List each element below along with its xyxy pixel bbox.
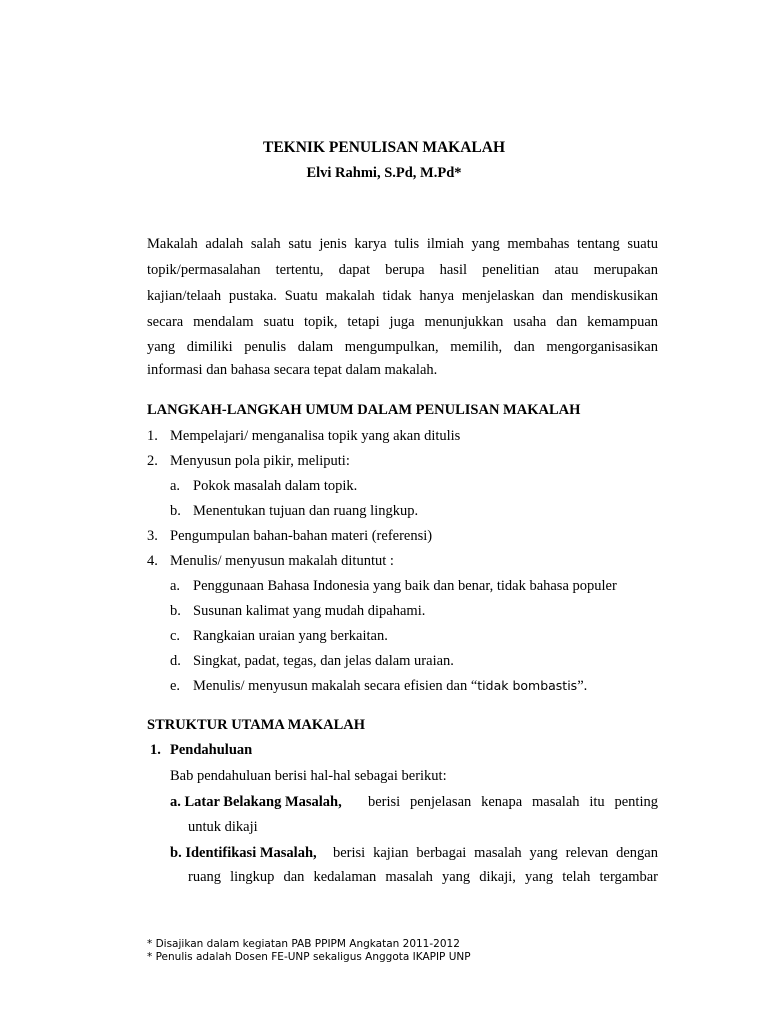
list-item: Singkat, padat, tegas, dan jelas dalam uraian. (193, 653, 454, 669)
point-b-label: b. Identifikasi Masalah, (170, 845, 317, 861)
footnote-2: * Penulis adalah Dosen FE-UNP sekaligus Anggota IKAPIP UNP (147, 951, 471, 963)
list-item: Menulis/ menyusun makalah dituntut : (170, 553, 394, 569)
list-letter: c. (170, 628, 181, 644)
list-letter: a. (170, 578, 181, 594)
list-item: Pokok masalah dalam topik. (193, 478, 358, 494)
list-item: Menyusun pola pikir, meliputi: (170, 453, 350, 469)
intro-line-6: informasi dan bahasa secara tepat dalam makalah. (147, 362, 438, 378)
footnote-1: * Disajikan dalam kegiatan PAB PPIPM Angkatan 2011-2012 (147, 938, 460, 950)
list-item: Menentukan tujuan dan ruang lingkup. (193, 503, 419, 519)
list-letter: b. (170, 603, 181, 619)
subsection-heading: Pendahuluan (170, 742, 253, 758)
list-item: Susunan kalimat yang mudah dipahami. (193, 603, 426, 619)
list-number: 4. (147, 553, 158, 569)
list-letter: e. (170, 678, 181, 694)
point-a-text: berisi penjelasan kenapa masalah itu penting (368, 794, 658, 810)
list-number: 1. (147, 428, 158, 444)
intro-line-5: yang dimiliki penulis dalam mengumpulkan, memilih, dan mengorganisasikan (147, 339, 658, 355)
subsection-intro: Bab pendahuluan berisi hal-hal sebagai berikut: (170, 768, 447, 784)
intro-line-1: Makalah adalah salah satu jenis karya tulis ilmiah yang membahas tentang suatu (147, 236, 658, 252)
list-item-text: Menulis/ menyusun makalah secara efisien dan “ (193, 678, 478, 694)
subsection-number: 1. (150, 742, 161, 758)
list-item (193, 678, 587, 695)
list-item: Pengumpulan bahan-bahan materi (referensi) (170, 528, 433, 544)
list-letter: d. (170, 653, 181, 669)
point-b-text-cont: ruang lingkup dan kedalaman masalah yang dikaji, yang telah tergambar (188, 869, 658, 885)
list-item-quoted: tidak bombastis (477, 678, 578, 693)
list-item: Rangkaian uraian yang berkaitan. (193, 628, 388, 644)
list-item-text-end: ”. (577, 678, 588, 694)
document-title: TEKNIK PENULISAN MAKALAH (263, 139, 505, 156)
intro-line-3: kajian/telaah pustaka. Suatu makalah tidak hanya menjelaskan dan mendiskusikan (147, 288, 658, 304)
list-letter: b. (170, 503, 181, 519)
list-number: 2. (147, 453, 158, 469)
list-item: Penggunaan Bahasa Indonesia yang baik dan benar, tidak bahasa populer (193, 578, 617, 594)
section-heading-langkah: LANGKAH-LANGKAH UMUM DALAM PENULISAN MAKALAH (147, 402, 581, 418)
intro-line-4: secara mendalam suatu topik, tetapi juga menunjukkan usaha dan kemampuan (147, 314, 658, 330)
list-number: 3. (147, 528, 158, 544)
list-item: Mempelajari/ menganalisa topik yang akan ditulis (170, 428, 461, 444)
document-author: Elvi Rahmi, S.Pd, M.Pd* (306, 165, 462, 181)
section-heading-struktur: STRUKTUR UTAMA MAKALAH (147, 717, 366, 733)
point-b-text: berisi kajian berbagai masalah yang relevan dengan (333, 845, 658, 861)
list-letter: a. (170, 478, 181, 494)
intro-line-2: topik/permasalahan tertentu, dapat berupa hasil penelitian atau merupakan (147, 262, 658, 278)
point-a-label: a. Latar Belakang Masalah, (170, 794, 342, 810)
point-a-text-cont: untuk dikaji (188, 819, 258, 835)
